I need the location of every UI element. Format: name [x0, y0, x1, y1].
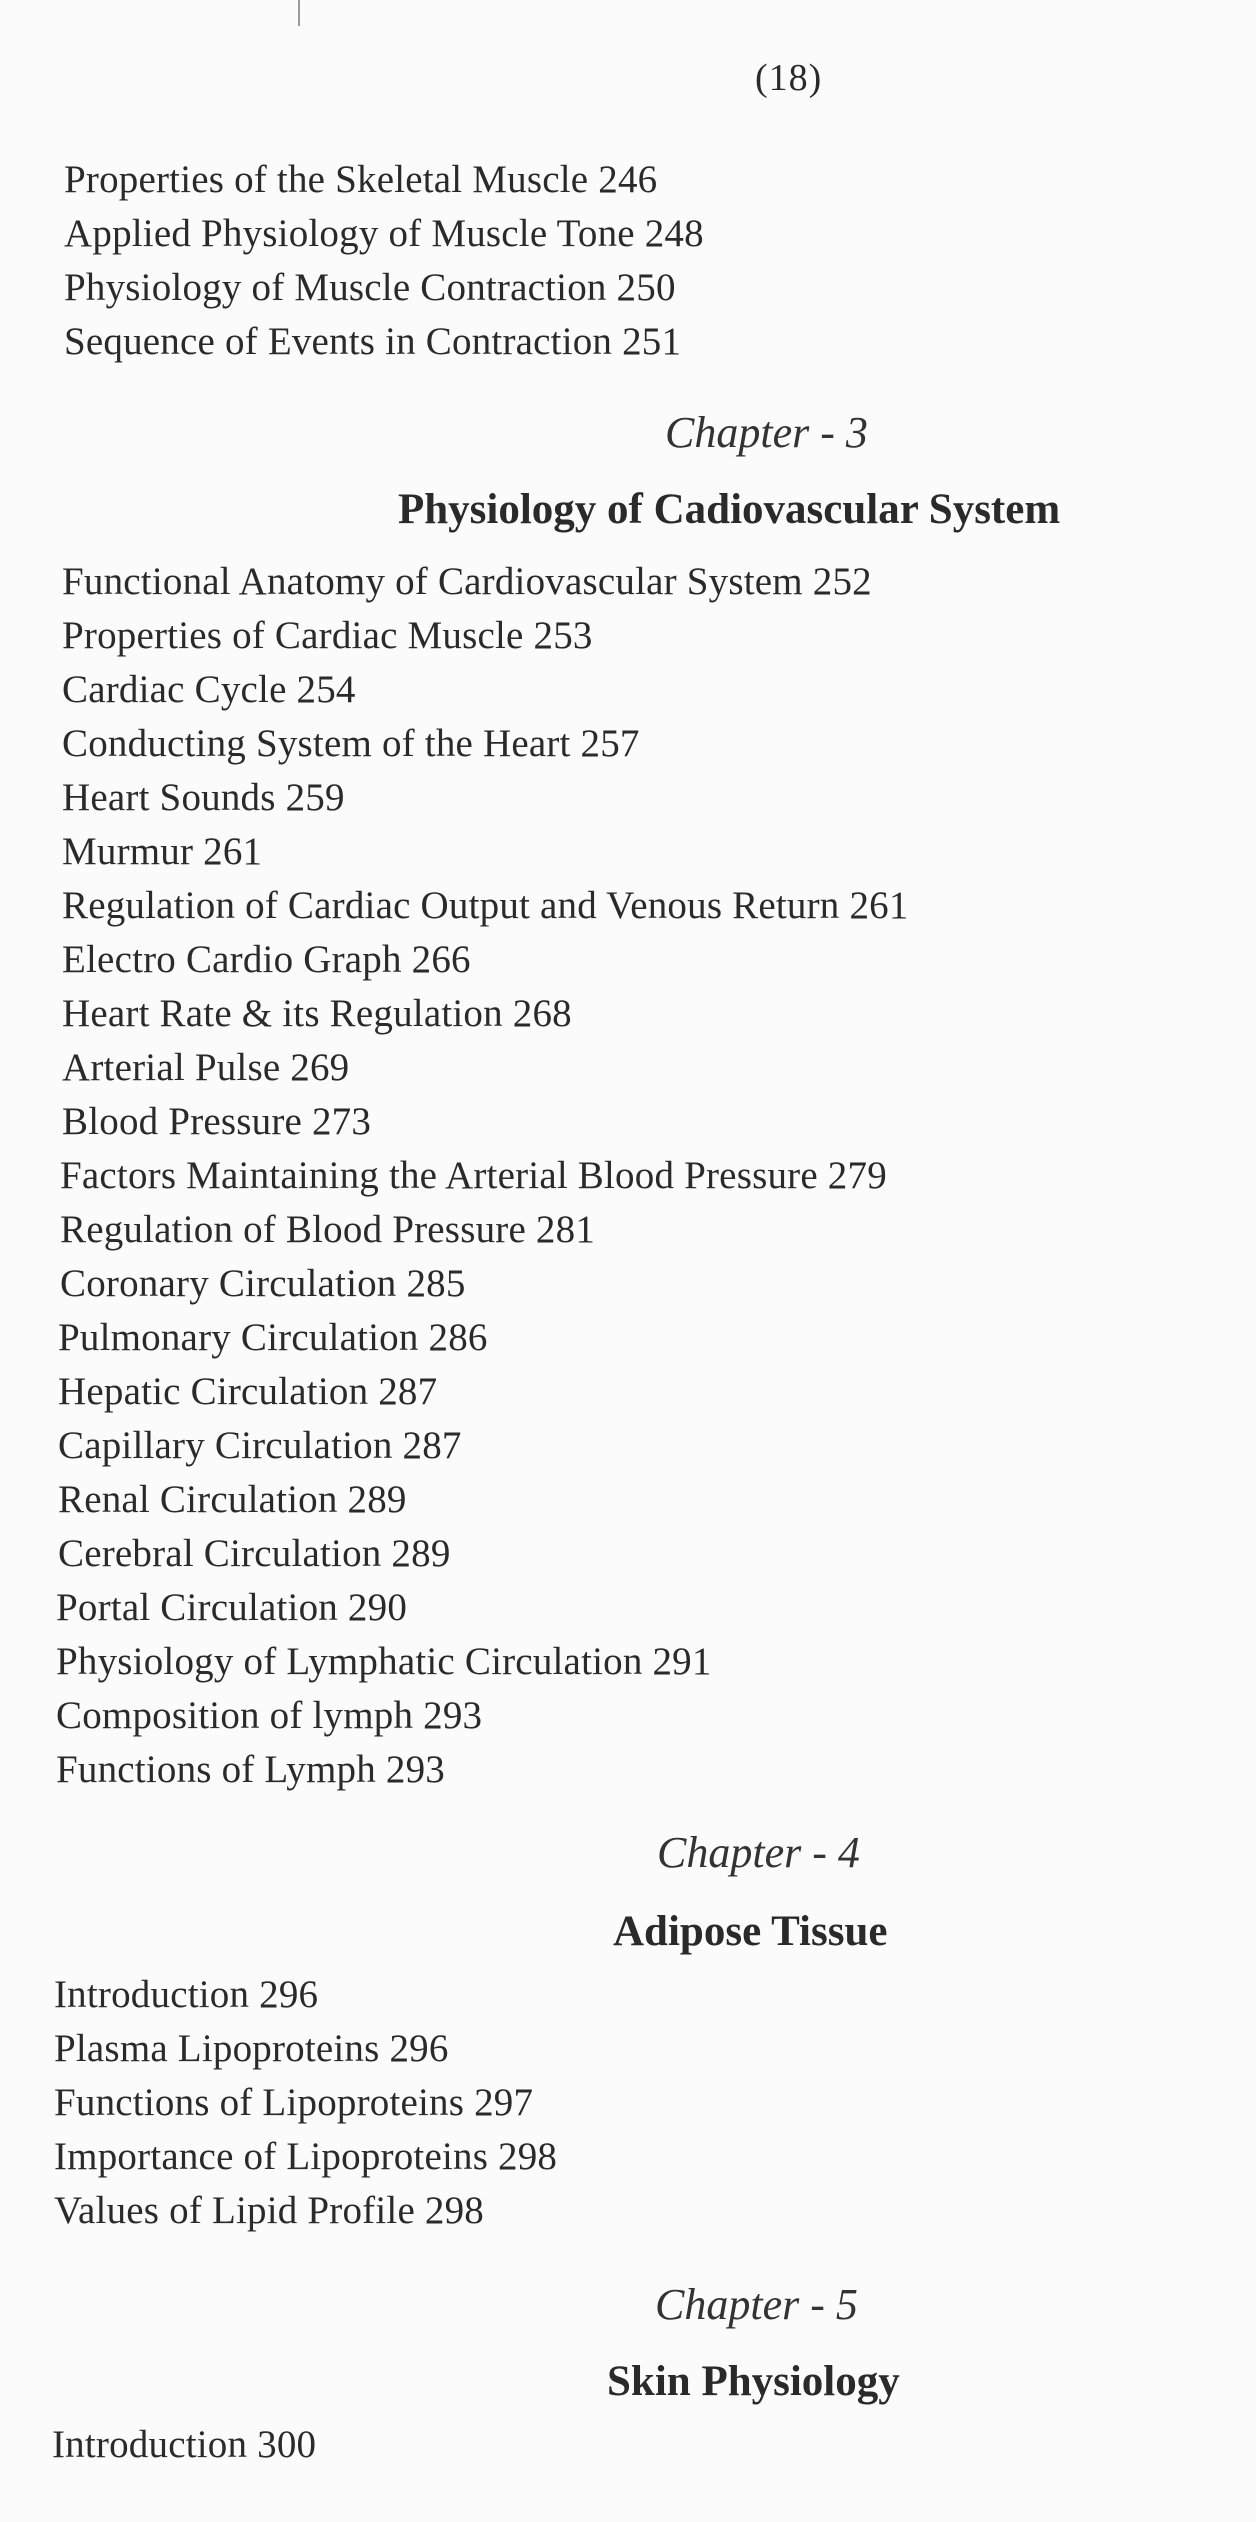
toc-entry: Portal Circulation 290: [56, 1586, 408, 1629]
toc-entry: Physiology of Muscle Contraction 250: [64, 266, 676, 309]
toc-entry: Composition of lymph 293: [56, 1694, 483, 1737]
toc-entry: Capillary Circulation 287: [58, 1424, 462, 1467]
toc-entry: Functions of Lipoproteins 297: [54, 2081, 534, 2124]
toc-entry: Regulation of Blood Pressure 281: [60, 1208, 596, 1251]
chapter-heading: Chapter - 3: [665, 408, 868, 457]
chapter-title: Skin Physiology: [607, 2358, 900, 2405]
page-number: (18): [755, 57, 823, 99]
chapter-heading: Chapter - 5: [655, 2280, 858, 2329]
chapter-title: Adipose Tissue: [613, 1908, 888, 1955]
toc-entry: Functions of Lymph 293: [56, 1748, 445, 1791]
toc-entry: Cardiac Cycle 254: [62, 668, 356, 711]
toc-entry: Heart Rate & its Regulation 268: [62, 992, 572, 1035]
toc-entry: Values of Lipid Profile 298: [54, 2189, 485, 2232]
toc-entry: Renal Circulation 289: [58, 1478, 407, 1521]
toc-entry: Physiology of Lymphatic Circulation 291: [56, 1640, 712, 1683]
chapter-title: Physiology of Cadiovascular System: [398, 486, 1061, 533]
toc-entry: Electro Cardio Graph 266: [62, 938, 471, 981]
toc-entry: Murmur 261: [62, 830, 263, 873]
toc-entry: Cerebral Circulation 289: [58, 1532, 451, 1575]
toc-entry: Coronary Circulation 285: [60, 1262, 466, 1305]
toc-entry: Importance of Lipoproteins 298: [54, 2135, 558, 2178]
scan-mark: [298, 0, 300, 26]
chapter-heading: Chapter - 4: [657, 1828, 860, 1877]
toc-entry: Blood Pressure 273: [62, 1100, 372, 1143]
toc-entry: Applied Physiology of Muscle Tone 248: [64, 212, 704, 255]
toc-entry: Properties of Cardiac Muscle 253: [62, 614, 593, 657]
toc-entry: Properties of the Skeletal Muscle 246: [64, 158, 658, 201]
toc-entry: Hepatic Circulation 287: [58, 1370, 438, 1413]
toc-entry: Regulation of Cardiac Output and Venous Return 261: [62, 884, 909, 927]
toc-entry: Heart Sounds 259: [62, 776, 345, 819]
toc-entry: Conducting System of the Heart 257: [62, 722, 640, 765]
toc-entry: Plasma Lipoproteins 296: [54, 2027, 449, 2070]
toc-entry: Introduction 300: [52, 2423, 317, 2466]
toc-entry: Sequence of Events in Contraction 251: [64, 320, 682, 363]
toc-entry: Introduction 296: [54, 1973, 319, 2016]
toc-entry: Factors Maintaining the Arterial Blood Pressure 279: [60, 1154, 887, 1197]
toc-entry: Functional Anatomy of Cardiovascular System 252: [62, 560, 872, 603]
toc-entry: Arterial Pulse 269: [62, 1046, 350, 1089]
toc-entry: Pulmonary Circulation 286: [58, 1316, 488, 1359]
